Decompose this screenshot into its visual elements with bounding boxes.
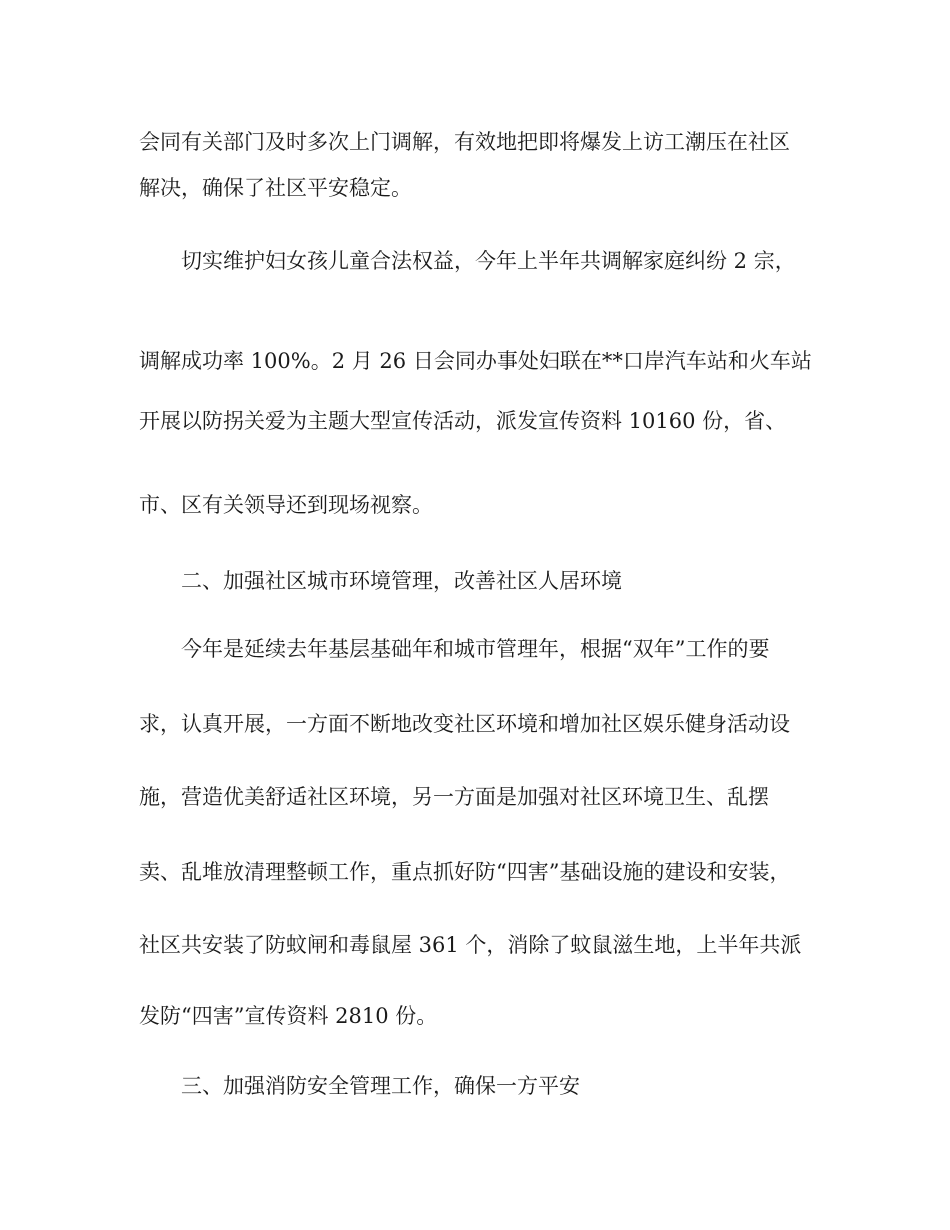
paragraph-line: 施，营造优美舒适社区环境，另一方面是加强对社区环境卫生、乱摆 <box>139 785 769 809</box>
paragraph-line: 今年是延续去年基层基础年和城市管理年，根据“双年”工作的要 <box>181 637 770 661</box>
paragraph-line: 发防“四害”宣传资料 2810 份。 <box>139 1004 438 1028</box>
paragraph-line: 切实维护妇女孩儿童合法权益，今年上半年共调解家庭纠纷 2 宗， <box>181 249 796 273</box>
paragraph-line: 开展以防拐关爱为主题大型宣传活动，派发宣传资料 10160 份，省、 <box>139 409 787 433</box>
paragraph-line: 求，认真开展，一方面不断地改变社区环境和增加社区娱乐健身活动设 <box>139 712 790 736</box>
paragraph-line: 会同有关部门及时多次上门调解，有效地把即将爆发上访工潮压在社区 <box>139 130 790 154</box>
paragraph-line: 卖、乱堆放清理整顿工作，重点抓好防“四害”基础设施的建设和安装， <box>139 860 791 884</box>
paragraph-line: 社区共安装了防蚊闸和毒鼠屋 361 个，消除了蚊鼠滋生地，上半年共派 <box>139 933 802 957</box>
section-heading: 三、加强消防安全管理工作，确保一方平安 <box>181 1074 580 1098</box>
paragraph-line: 调解成功率 100%。2 月 26 日会同办事处妇联在**口岸汽车站和火车站 <box>139 349 812 373</box>
section-heading: 二、加强社区城市环境管理，改善社区人居环境 <box>181 569 622 593</box>
paragraph-line: 解决，确保了社区平安稳定。 <box>139 176 412 200</box>
paragraph-line: 市、区有关领导还到现场视察。 <box>139 493 433 517</box>
